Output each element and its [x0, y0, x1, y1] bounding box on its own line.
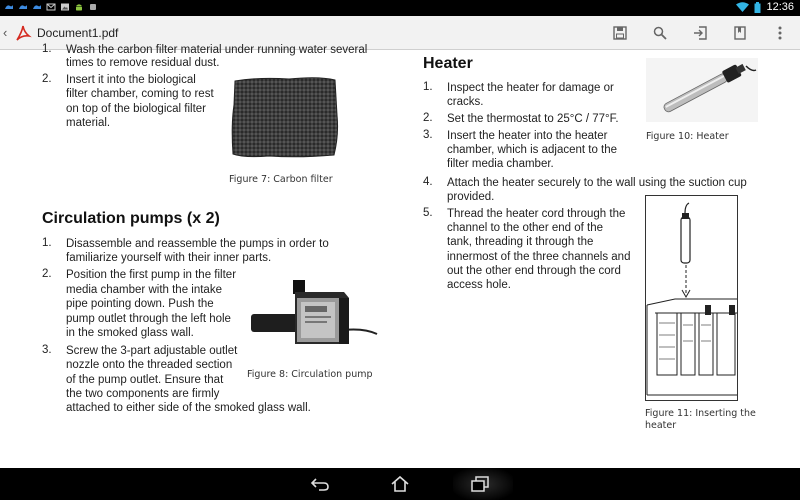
overflow-menu-button[interactable]	[771, 24, 789, 42]
image-icon	[60, 2, 70, 12]
list-item-text: Insert it into the biological	[66, 74, 196, 86]
bookmark-icon	[733, 26, 747, 40]
list-item-text: innermost of the three channels and	[447, 251, 631, 263]
notification-icon	[4, 2, 14, 12]
search-icon	[653, 26, 667, 40]
home-button[interactable]	[386, 474, 414, 494]
figure-caption: Figure 8: Circulation pump	[247, 369, 373, 380]
mail-icon	[46, 2, 56, 12]
figure-caption: Figure 10: Heater	[646, 131, 729, 142]
list-item-text: tank, threading it through the	[447, 236, 594, 248]
list-item-text: pipe pointing down. Push the	[66, 298, 214, 310]
notification-icon	[32, 2, 42, 12]
notification-icon	[18, 2, 28, 12]
list-item-text: in the smoked glass wall.	[66, 327, 194, 339]
list-item-text: attached to either side of the smoked glass wall.	[66, 402, 311, 414]
list-item-text: out the other end through the cord	[447, 265, 621, 277]
list-item-text: Inspect the heater for damage or	[447, 82, 614, 94]
list-item-text: access hole.	[447, 279, 511, 291]
battery-icon	[754, 2, 761, 13]
list-number: 2.	[423, 112, 433, 124]
list-number: 3.	[42, 344, 52, 356]
wifi-icon	[736, 2, 749, 12]
home-icon	[390, 475, 410, 493]
list-number: 2.	[42, 73, 52, 85]
export-icon	[693, 26, 707, 40]
figure-caption: Figure 7: Carbon filter	[229, 174, 333, 185]
list-item-text: Position the first pump in the filter	[66, 269, 237, 281]
back-icon	[310, 476, 330, 492]
list-item-text: Attach the heater securely to the wall using the suction cup	[447, 177, 747, 189]
list-number: 1.	[42, 43, 52, 55]
list-number: 2.	[42, 268, 52, 280]
overflow-menu-icon	[778, 26, 782, 40]
list-item-text: times to remove residual dust.	[66, 57, 220, 69]
list-item-text: Insert the heater into the heater	[447, 130, 608, 142]
heater-image	[646, 58, 758, 122]
list-number: 4.	[423, 176, 433, 188]
list-item-text: filter media chamber.	[447, 158, 554, 170]
pdf-page[interactable]	[0, 43, 800, 468]
inserting-heater-diagram	[645, 195, 738, 401]
back-button[interactable]	[306, 474, 334, 494]
list-item-text: cracks.	[447, 96, 484, 108]
list-item-text: Wash the carbon filter material under running water several	[66, 44, 368, 56]
carbon-filter-image	[229, 75, 340, 159]
list-item-text: media chamber with the intake	[66, 284, 222, 296]
section-heading: Circulation pumps (x 2)	[42, 210, 220, 227]
figure-caption: Figure 11: Inserting the	[645, 408, 756, 419]
list-item-text: chamber, which is adjacent to the	[447, 144, 618, 156]
list-item-text: material.	[66, 117, 111, 129]
save-icon	[613, 26, 627, 40]
list-item-text: pump outlet through the left hole	[66, 313, 231, 325]
save-button[interactable]	[611, 24, 629, 42]
list-number: 5.	[423, 207, 433, 219]
pdf-app-icon[interactable]	[13, 23, 33, 43]
list-item-text: Set the thermostat to 25°C / 77°F.	[447, 113, 619, 125]
list-item-text: Disassemble and reassemble the pumps in order to	[66, 238, 329, 250]
list-number: 1.	[42, 237, 52, 249]
android-icon	[74, 2, 84, 12]
export-button[interactable]	[691, 24, 709, 42]
list-item-text: of the pump outlet. Ensure that	[66, 374, 224, 386]
list-number: 3.	[423, 129, 433, 141]
list-item-text: filter chamber, coming to rest	[66, 88, 214, 100]
search-button[interactable]	[651, 24, 669, 42]
recent-apps-button[interactable]	[466, 474, 494, 494]
list-number: 1.	[423, 81, 433, 93]
list-item-text: familiarize yourself with their inner parts.	[66, 252, 272, 264]
list-item-text: channel to the other end of the	[447, 222, 604, 234]
status-bar	[0, 0, 800, 16]
list-item-text: the two components are firmly	[66, 388, 220, 400]
up-caret-icon[interactable]: ‹	[3, 25, 8, 40]
clock: 12:36	[766, 1, 794, 13]
document-title: Document1.pdf	[37, 26, 119, 40]
section-heading: Heater	[423, 55, 473, 72]
cart-icon	[88, 2, 98, 12]
bookmark-button[interactable]	[731, 24, 749, 42]
notification-icons	[4, 2, 98, 12]
list-item-text: Thread the heater cord through the	[447, 208, 626, 220]
list-item-text: nozzle onto the threaded section	[66, 359, 233, 371]
recent-apps-icon	[470, 476, 490, 492]
list-item-text: Screw the 3-part adjustable outlet	[66, 345, 238, 357]
list-item-text: on top of the biological filter	[66, 103, 207, 115]
navigation-bar	[0, 468, 800, 500]
figure-caption: heater	[645, 420, 677, 431]
list-item-text: provided.	[447, 191, 495, 203]
circulation-pump-image	[249, 278, 379, 353]
